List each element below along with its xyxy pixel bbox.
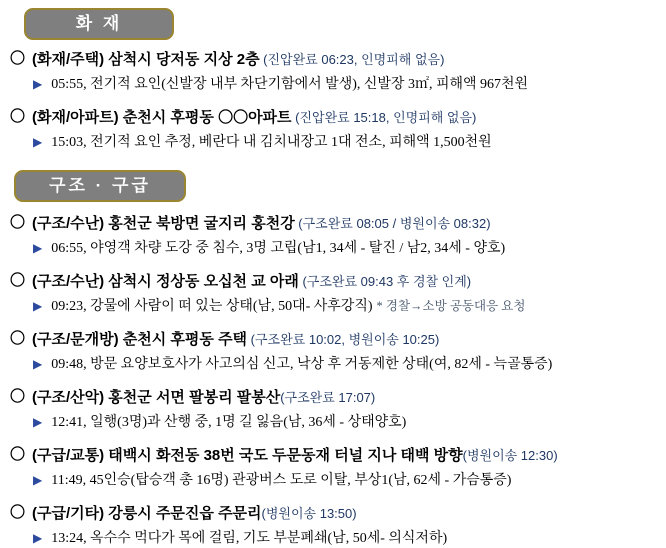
incident-item-fire-2 bbox=[10, 108, 662, 152]
incident-headline: (화재/주택) 삼척시 당저동 지상 2층 bbox=[32, 51, 260, 68]
incident-detail-row bbox=[10, 355, 662, 374]
incident-headline-row bbox=[10, 388, 662, 408]
incident-detail: 09:23, 강물에 사람이 떠 있는 상태(남, 50대- 사후강직) bbox=[51, 299, 373, 314]
circle-bullet-icon: 〇 bbox=[10, 214, 26, 231]
incident-status: (병원이송 12:30) bbox=[462, 448, 558, 463]
incident-detail-note: * 경찰→소방 공동대응 요청 bbox=[376, 299, 526, 313]
incident-status: (구조완료 17:07) bbox=[280, 390, 376, 405]
circle-bullet-icon: 〇 bbox=[10, 108, 26, 125]
triangle-arrow-icon: ▶ bbox=[33, 473, 43, 487]
triangle-arrow-icon: ▶ bbox=[33, 241, 43, 255]
incident-detail: 09:48, 방문 요양보호사가 사고의심 신고, 낙상 후 거동제한 상태(여, 82세 - 늑골통증) bbox=[51, 357, 553, 372]
section-fire bbox=[10, 6, 662, 152]
incident-headline-row bbox=[10, 330, 662, 350]
incident-detail-row bbox=[10, 413, 662, 432]
circle-bullet-icon: 〇 bbox=[10, 272, 26, 289]
triangle-arrow-icon: ▶ bbox=[33, 135, 43, 149]
incident-headline: (구급/교통) 태백시 화전동 38번 국도 두문동재 터널 지나 태백 방향 bbox=[32, 447, 463, 464]
incident-headline: (구조/문개방) 춘천시 후평동 주택 bbox=[32, 331, 248, 348]
circle-bullet-icon: 〇 bbox=[10, 388, 26, 405]
incident-item-fire-1 bbox=[10, 50, 662, 94]
incident-detail-row bbox=[10, 471, 662, 490]
incident-detail-row bbox=[10, 297, 662, 316]
incident-status: (병원이송 13:50) bbox=[261, 506, 357, 521]
incident-status: (구조완료 09:43 후 경찰 인계) bbox=[298, 274, 472, 289]
triangle-arrow-icon: ▶ bbox=[33, 299, 43, 313]
incident-status: (진압완료 06:23, 인명피해 없음) bbox=[259, 52, 445, 67]
incident-item-ems-2 bbox=[10, 504, 662, 548]
incident-item-rescue-3 bbox=[10, 330, 662, 374]
incident-headline: (구조/산악) 홍천군 서면 팔봉리 팔봉산 bbox=[32, 389, 281, 406]
incident-status: (구조완료 10:02, 병원이송 10:25) bbox=[247, 332, 440, 347]
incident-detail-row bbox=[10, 239, 662, 258]
incident-headline: (구급/기타) 강릉시 주문진읍 주문리 bbox=[32, 505, 262, 522]
incident-detail: 06:55, 야영객 차량 도강 중 침수, 3명 고립(남1, 34세 - 탈진 / 남2, 34세 - 양호) bbox=[51, 241, 506, 256]
incident-detail-row bbox=[10, 75, 662, 94]
circle-bullet-icon: 〇 bbox=[10, 446, 26, 463]
incident-item-rescue-2 bbox=[10, 272, 662, 316]
incident-headline-row bbox=[10, 108, 662, 128]
incident-headline: (구조/수난) 삼척시 정상동 오십천 교 아래 bbox=[32, 273, 299, 290]
incident-detail-row bbox=[10, 529, 662, 548]
incident-detail: 12:41, 일행(3명)과 산행 중, 1명 길 잃음(남, 36세 - 상태양호) bbox=[51, 415, 407, 430]
section-badge-rescue-ems: 구조 · 구급 bbox=[14, 170, 186, 202]
incident-headline: (구조/수난) 홍천군 북방면 굴지리 홍천강 bbox=[32, 215, 295, 232]
incident-headline-row bbox=[10, 214, 662, 234]
incident-item-ems-1 bbox=[10, 446, 662, 490]
circle-bullet-icon: 〇 bbox=[10, 50, 26, 67]
incident-detail: 15:03, 전기적 요인 추정, 베란다 내 김치내장고 1대 전소, 피해액 1,500천원 bbox=[51, 135, 492, 150]
incident-headline: (화재/아파트) 춘천시 후평동 〇〇아파트 bbox=[32, 109, 292, 126]
incident-detail: 05:55, 전기적 요인(신발장 내부 차단기함에서 발생), 신발장 3㎡, 피해액 967천원 bbox=[51, 77, 529, 92]
incident-item-rescue-1 bbox=[10, 214, 662, 258]
incident-detail-row bbox=[10, 133, 662, 152]
incident-status: (진압완료 15:18, 인명피해 없음) bbox=[291, 110, 477, 125]
incident-item-rescue-4 bbox=[10, 388, 662, 432]
incident-detail: 11:49, 45인승(탑승객 총 16명) 관광버스 도로 이탈, 부상1(남, 62세 - 가슴통증) bbox=[51, 473, 512, 488]
triangle-arrow-icon: ▶ bbox=[33, 531, 43, 545]
section-rescue-ems bbox=[10, 166, 662, 548]
incident-headline-row bbox=[10, 272, 662, 292]
section-badge-fire: 화 재 bbox=[24, 8, 174, 40]
circle-bullet-icon: 〇 bbox=[10, 504, 26, 521]
incident-headline-row bbox=[10, 504, 662, 524]
triangle-arrow-icon: ▶ bbox=[33, 357, 43, 371]
incident-status: (구조완료 08:05 / 병원이송 08:32) bbox=[294, 216, 491, 231]
incident-headline-row bbox=[10, 446, 662, 466]
triangle-arrow-icon: ▶ bbox=[33, 415, 43, 429]
circle-bullet-icon: 〇 bbox=[10, 330, 26, 347]
triangle-arrow-icon: ▶ bbox=[33, 77, 43, 91]
incident-headline-row bbox=[10, 50, 662, 70]
incident-detail: 13:24, 옥수수 먹다가 목에 걸림, 기도 부분폐쇄(남, 50세- 의식저하) bbox=[51, 531, 448, 546]
